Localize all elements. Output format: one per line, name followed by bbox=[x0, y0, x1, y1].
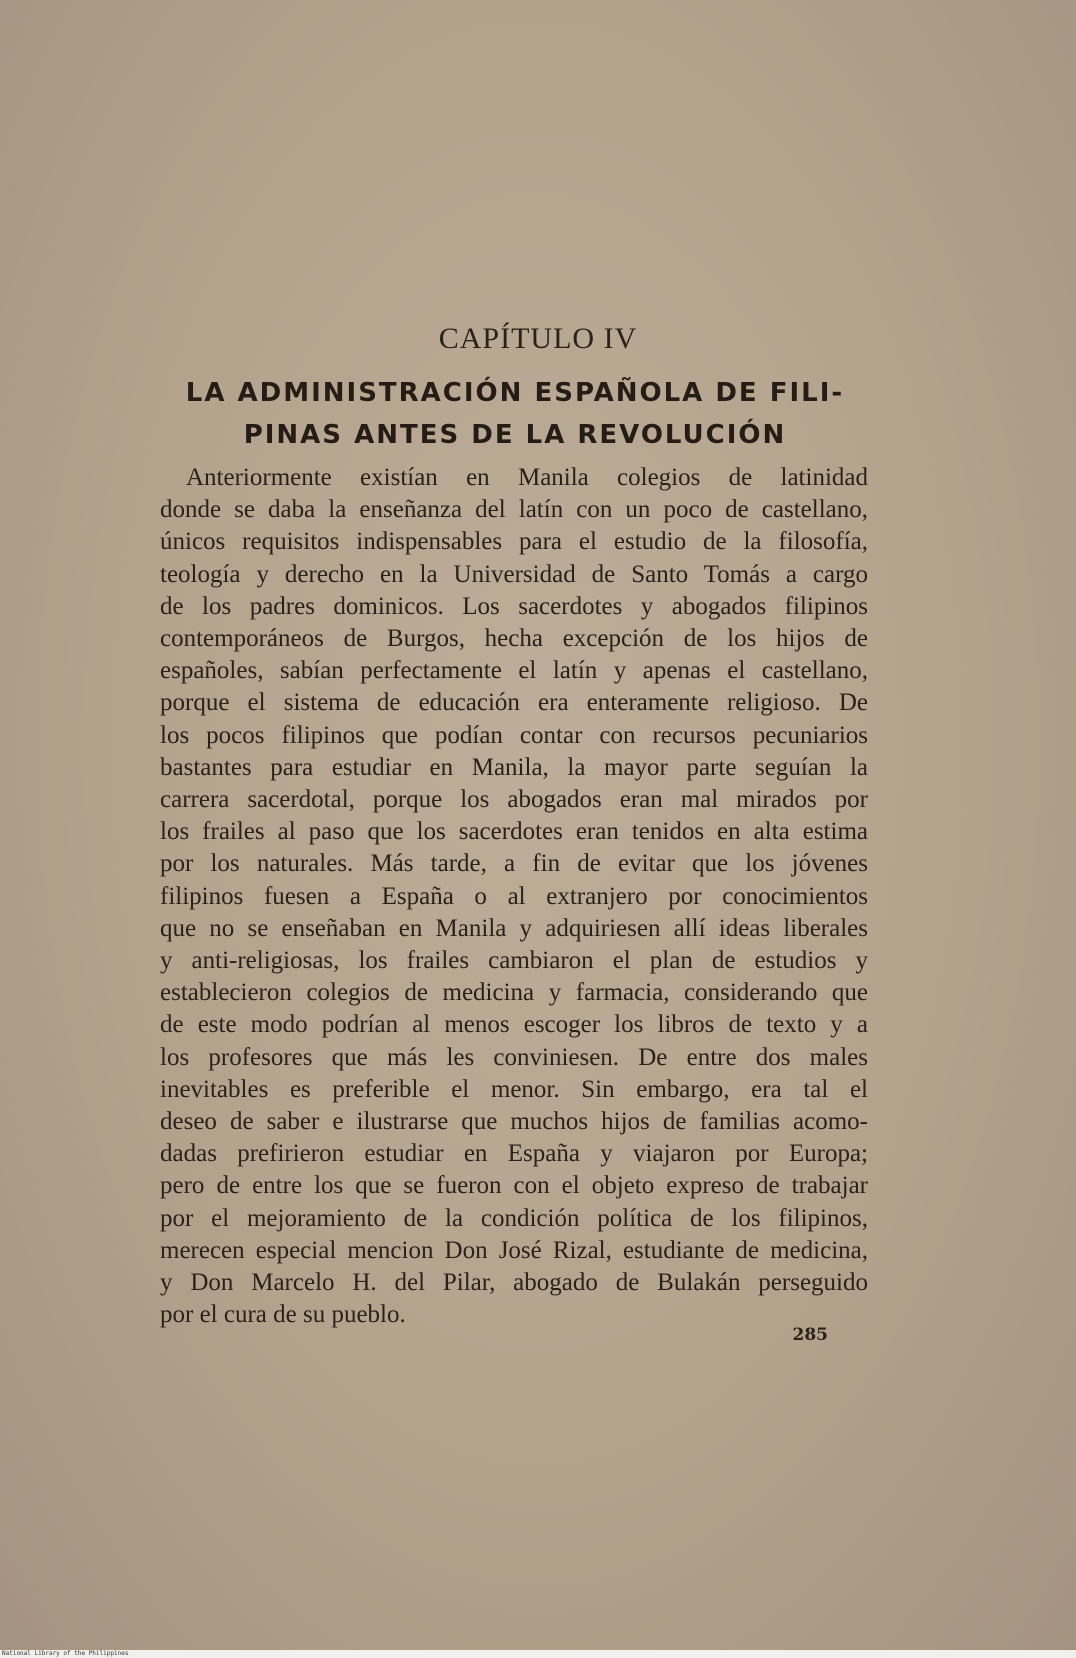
body-line: merecen especial mencion Don José Rizal, estudiante de medicina, bbox=[160, 1236, 868, 1264]
body-paragraph bbox=[160, 462, 868, 1331]
body-line: por el cura de su pueblo. bbox=[160, 1301, 406, 1329]
body-line: dadas prefirieron estudiar en España y viajaron por Europa; bbox=[160, 1140, 868, 1168]
body-line: y anti-religiosas, los frailes cambiaron el plan de estudios y bbox=[160, 947, 868, 975]
chapter-title bbox=[150, 372, 880, 456]
body-line: únicos requisitos indispensables para el estudio de la filosofía, bbox=[160, 528, 868, 556]
body-line: los pocos filipinos que podían contar con recursos pecuniarios bbox=[160, 721, 868, 749]
chapter-title-line: PINAS ANTES DE LA REVOLUCIÓN bbox=[243, 420, 787, 450]
body-line: bastantes para estudiar en Manila, la mayor parte seguían la bbox=[160, 753, 868, 781]
body-line: inevitables es preferible el menor. Sin embargo, era tal el bbox=[160, 1075, 868, 1103]
chapter-title-line: LA ADMINISTRACIÓN ESPAÑOLA DE FILI- bbox=[185, 378, 845, 408]
body-line: españoles, sabían perfectamente el latín y apenas el castellano, bbox=[160, 657, 868, 685]
body-line: de este modo podrían al menos escoger los libros de texto y a bbox=[160, 1011, 868, 1039]
body-line: y Don Marcelo H. del Pilar, abogado de Bulakán perseguido bbox=[160, 1269, 868, 1297]
body-line: porque el sistema de educación era enteramente religioso. De bbox=[160, 689, 868, 717]
body-line: que no se enseñaban en Manila y adquiriesen allí ideas liberales bbox=[160, 914, 868, 942]
body-line: donde se daba la enseñanza del latín con un poco de castellano, bbox=[160, 496, 868, 524]
body-line: por el mejoramiento de la condición política de los filipinos, bbox=[160, 1204, 868, 1232]
body-line: pero de entre los que se fueron con el objeto expreso de trabajar bbox=[160, 1172, 868, 1200]
body-line: filipinos fuesen a España o al extranjero por conocimientos bbox=[160, 882, 868, 910]
body-line: por los naturales. Más tarde, a fin de evitar que los jóvenes bbox=[160, 850, 868, 878]
body-line: los profesores que más les conviniesen. De entre dos males bbox=[160, 1043, 868, 1071]
body-line: de los padres dominicos. Los sacerdotes y abogados filipinos bbox=[160, 592, 868, 620]
footer-strip bbox=[0, 1650, 1076, 1658]
body-line: contemporáneos de Burgos, hecha excepción de los hijos de bbox=[160, 625, 868, 653]
body-line: deseo de saber e ilustrarse que muchos hijos de familias acomo- bbox=[160, 1108, 868, 1136]
page-number: 285 bbox=[792, 1325, 828, 1345]
body-line: carrera sacerdotal, porque los abogados eran mal mirados por bbox=[160, 786, 868, 814]
footer-watermark: National Library of the Philippines bbox=[2, 1650, 129, 1657]
body-line: teología y derecho en la Universidad de Santo Tomás a cargo bbox=[160, 560, 868, 588]
body-line: los frailes al paso que los sacerdotes eran tenidos en alta estima bbox=[160, 818, 868, 846]
body-line: Anteriormente existían en Manila colegios de latinidad bbox=[186, 464, 868, 491]
body-line: establecieron colegios de medicina y farmacia, considerando que bbox=[160, 979, 868, 1007]
chapter-heading: CAPÍTULO IV bbox=[438, 322, 638, 355]
